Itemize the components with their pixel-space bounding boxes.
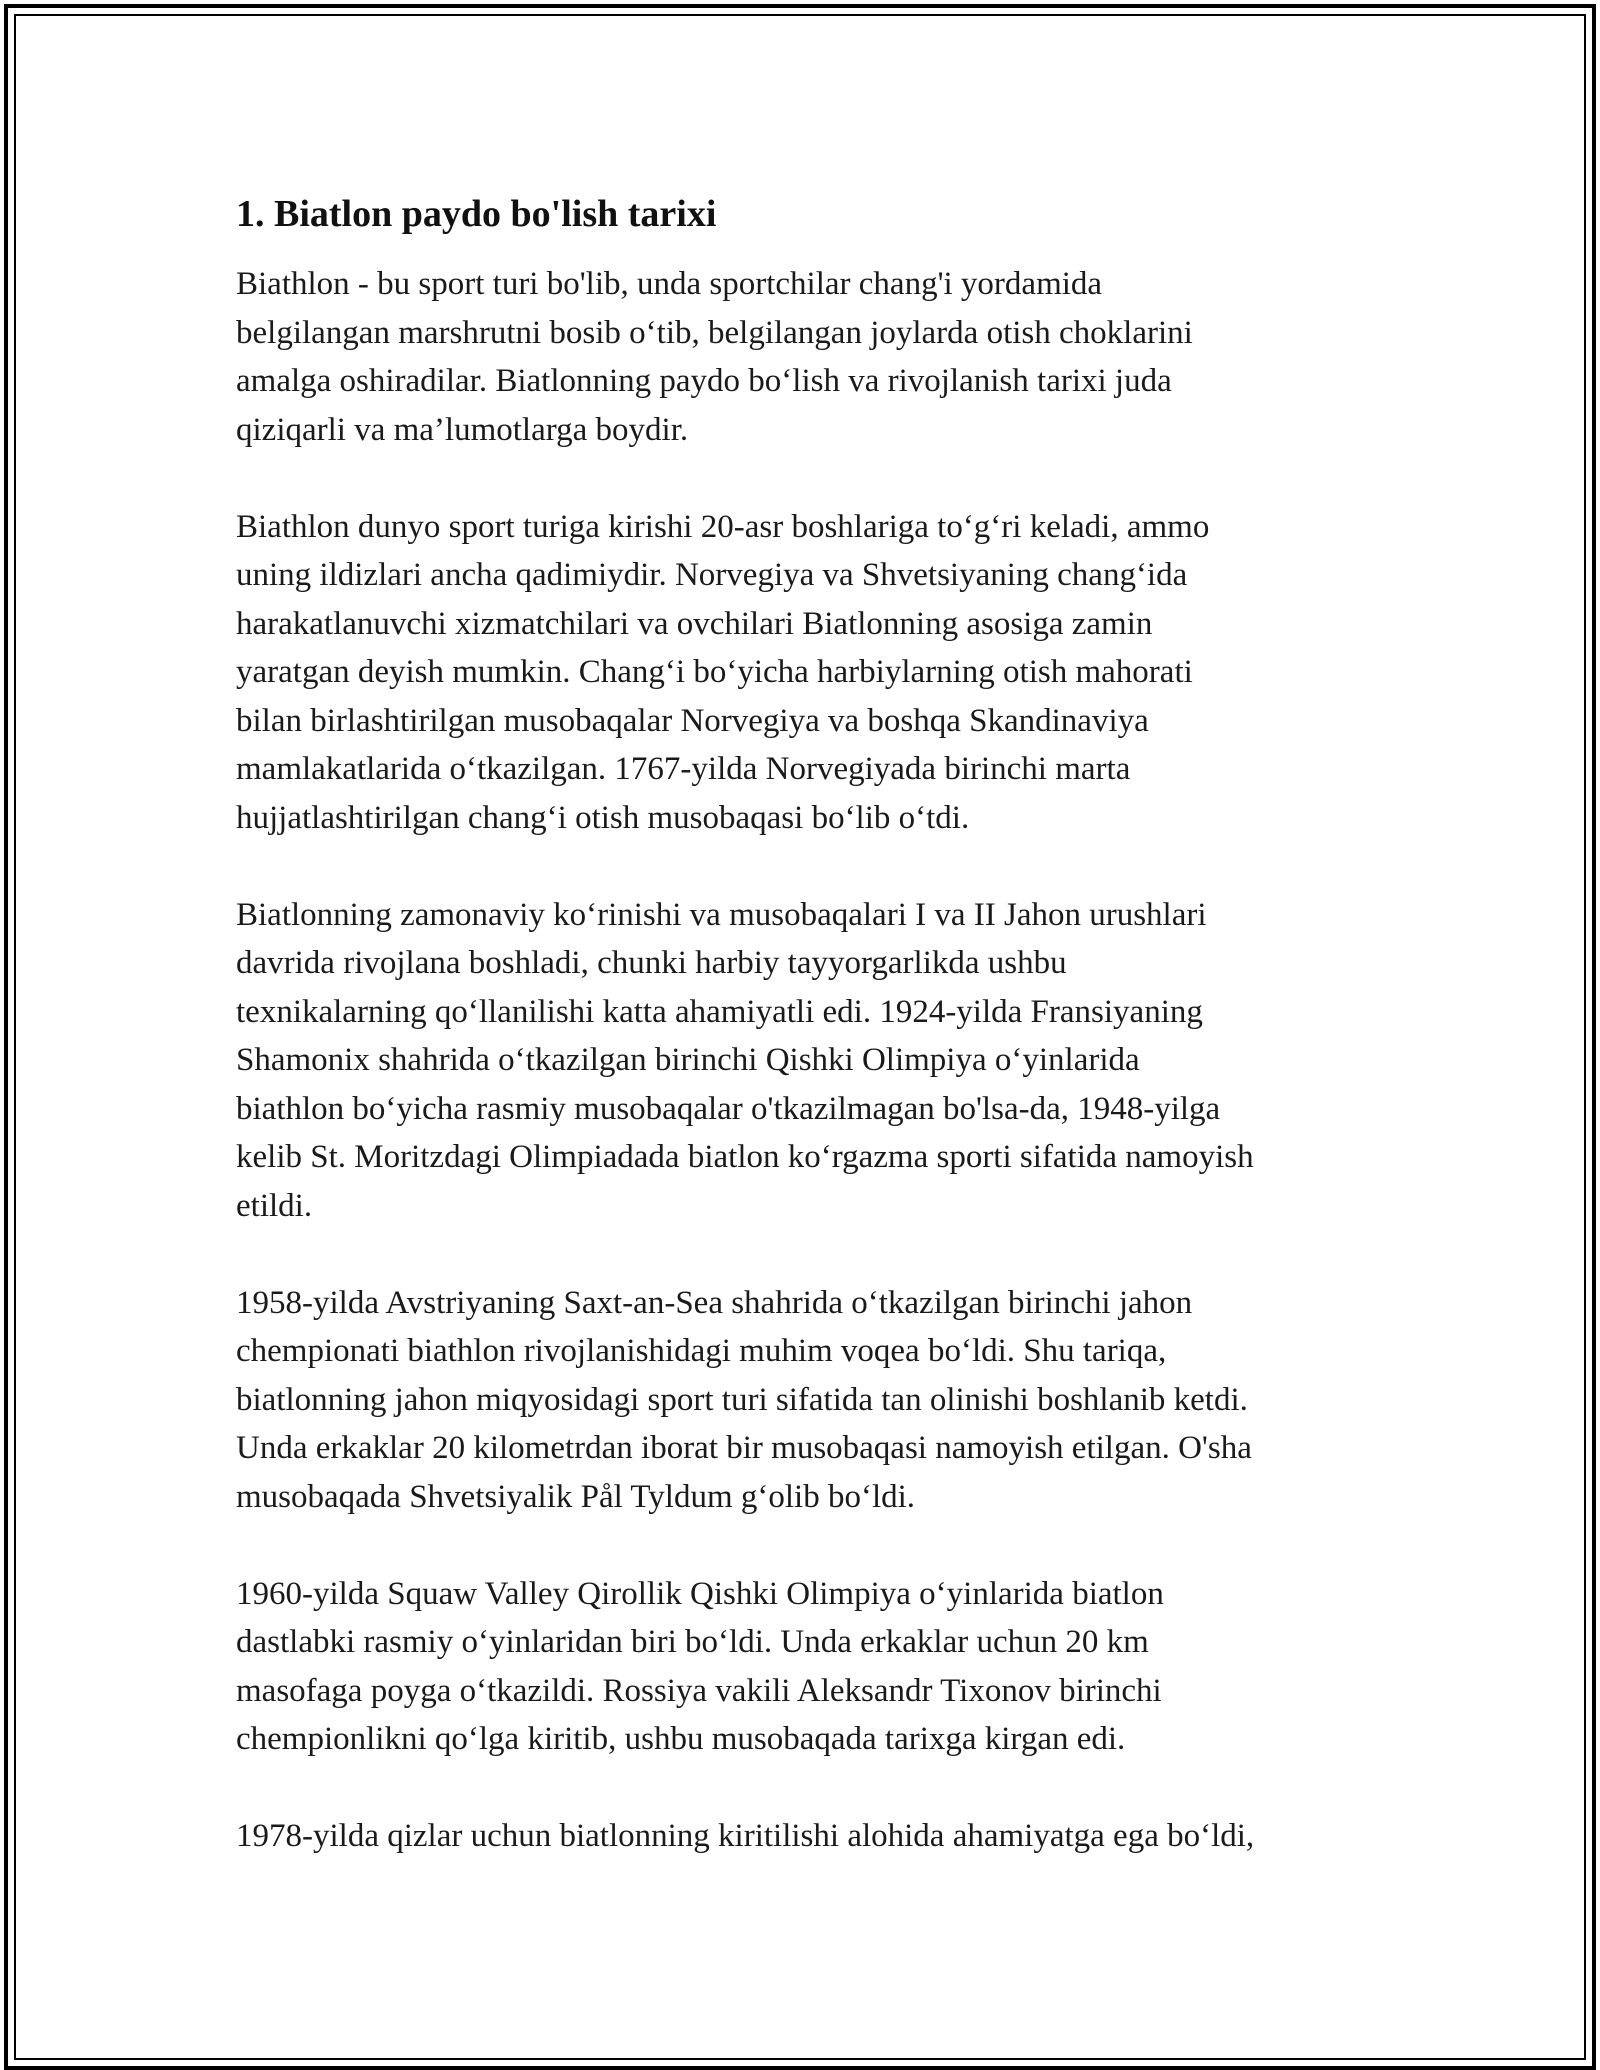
text-line: chempionlikni qo‘lga kiritib, ushbu musobaqada tarixga kirgan edi. <box>236 1721 1126 1757</box>
text-line: texnikalarning qo‘llanilishi katta ahamiyatli edi. 1924-yilda Fransiyaning <box>236 993 1203 1030</box>
text-line: 1978-yilda qizlar uchun biatlonning kiritilishi alohida ahamiyatga ega bo‘ldi, <box>236 1818 1255 1854</box>
text-line: hujjatlashtirilgan chang‘i otish musobaqasi bo‘lib o‘tdi. <box>236 799 970 836</box>
text-line: Biathlon dunyo sport turiga kirishi 20-asr boshlariga to‘g‘ri keladi, ammo <box>236 508 1210 545</box>
text-line: 1958-yilda Avstriyaning Saxt-an-Sea shahrida o‘tkazilgan birinchi jahon <box>236 1284 1193 1321</box>
text-line: qiziqarli va ma’lumotlarga boydir. <box>236 411 689 448</box>
document-body <box>236 190 1396 1909</box>
paragraph-3 <box>236 891 1396 1231</box>
text-line: Biatlonning zamonaviy ko‘rinishi va musobaqalari I va II Jahon urushlari <box>236 896 1207 933</box>
text-line: belgilangan marshrutni bosib o‘tib, belgilangan joylarda otish choklarini <box>236 314 1193 351</box>
text-line: harakatlanuvchi xizmatchilari va ovchilari Biatlonning asosiga zamin <box>236 605 1153 642</box>
text-line: bilan birlashtirilgan musobaqalar Norvegiya va boshqa Skandinaviya <box>236 702 1149 739</box>
paragraph-1 <box>236 260 1396 454</box>
text-line: mamlakatlarida o‘tkazilgan. 1767-yilda Norvegiyada birinchi marta <box>236 751 1131 787</box>
text-line: davrida rivojlana boshladi, chunki harbiy tayyorgarlikda ushbu <box>236 945 1067 981</box>
paragraph-5 <box>236 1570 1396 1764</box>
text-line: uning ildizlari ancha qadimiydir. Norvegiya va Shvetsiyaning chang‘ida <box>236 557 1188 593</box>
paragraph-2 <box>236 503 1396 843</box>
text-line: Shamonix shahrida o‘tkazilgan birinchi Qishki Olimpiya o‘yinlarida <box>236 1042 1140 1078</box>
text-line: chempionati biathlon rivojlanishidagi muhim voqea bo‘ldi. Shu tariqa, <box>236 1333 1167 1369</box>
text-line: biatlonning jahon miqyosidagi sport turi sifatida tan olinishi boshlanib ketdi. <box>236 1381 1248 1418</box>
text-line: kelib St. Moritzdagi Olimpiadada biatlon ko‘rgazma sporti sifatida namoyish <box>236 1139 1254 1175</box>
text-line: Unda erkaklar 20 kilometrdan iborat bir musobaqasi namoyish etilgan. O'sha <box>236 1430 1252 1466</box>
paragraph-6 <box>236 1812 1396 1861</box>
text-line: etildi. <box>236 1187 313 1224</box>
text-line: dastlabki rasmiy o‘yinlaridan biri bo‘ldi. Unda erkaklar uchun 20 km <box>236 1624 1149 1660</box>
text-line: musobaqada Shvetsiyalik Pål Tyldum g‘olib bo‘ldi. <box>236 1478 916 1515</box>
text-line: amalga oshiradilar. Biatlonning paydo bo‘lish va rivojlanish tarixi juda <box>236 363 1172 399</box>
document-heading: 1. Biatlon paydo bo'lish tarixi <box>236 193 717 235</box>
text-line: 1960-yilda Squaw Valley Qirollik Qishki Olimpiya o‘yinlarida biatlon <box>236 1575 1164 1612</box>
text-line: biathlon bo‘yicha rasmiy musobaqalar o'tkazilmagan bo'lsa-da, 1948-yilga <box>236 1090 1221 1127</box>
text-line: masofaga poyga o‘tkazildi. Rossiya vakili Aleksandr Tixonov birinchi <box>236 1672 1162 1709</box>
text-line: Biathlon - bu sport turi bo'lib, unda sportchilar chang'i yordamida <box>236 266 1103 302</box>
text-line: yaratgan deyish mumkin. Chang‘i bo‘yicha harbiylarning otish mahorati <box>236 654 1193 690</box>
paragraph-4 <box>236 1279 1396 1522</box>
